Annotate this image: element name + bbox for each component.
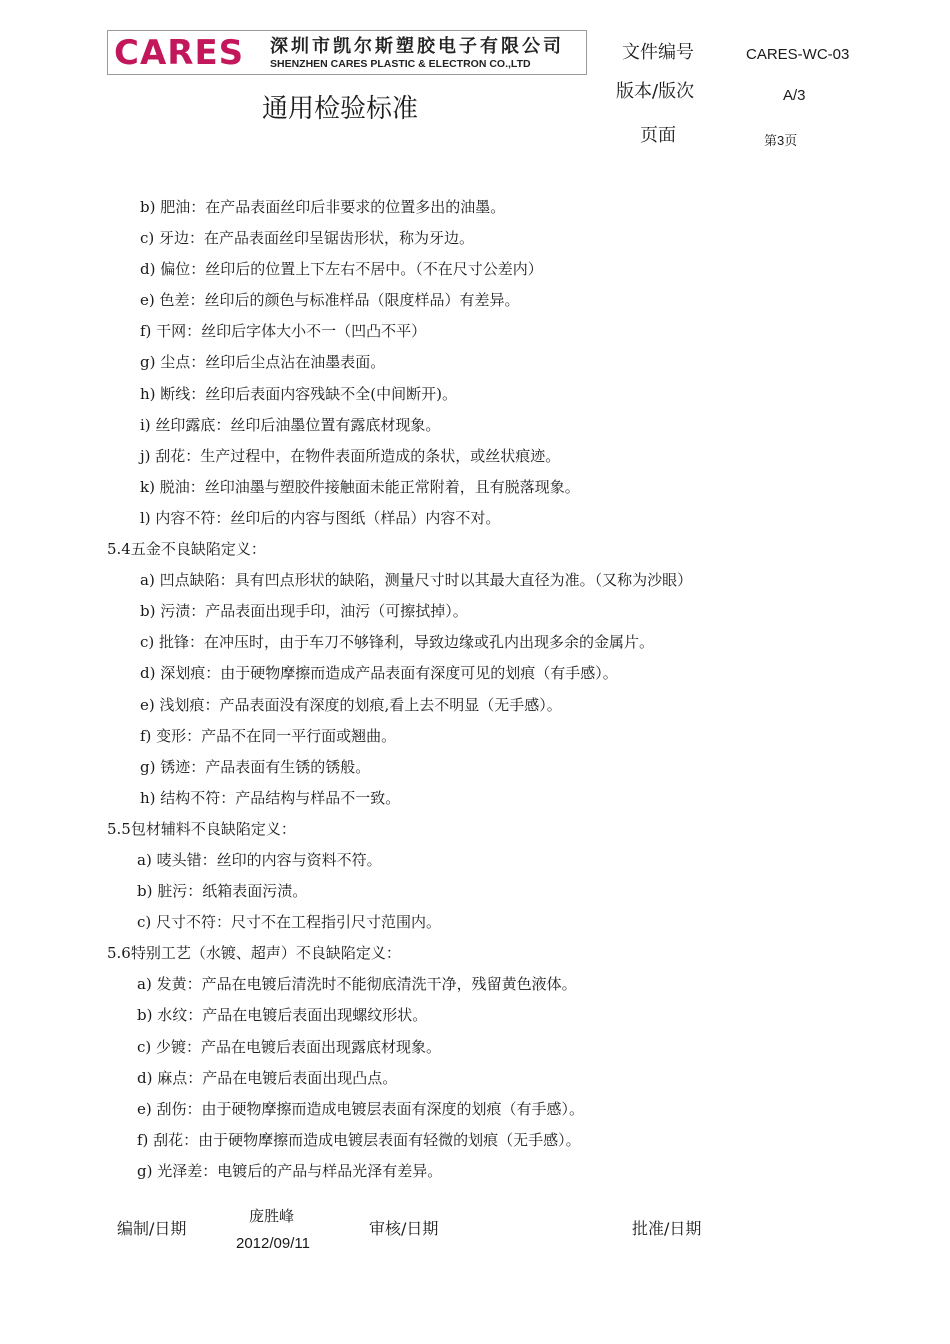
- defect-definition-item: l) 内容不符：丝印后的内容与图纸（样品）内容不对。: [140, 508, 501, 527]
- doc-number-label: 文件编号: [622, 42, 694, 63]
- version-label: 版本/版次: [616, 81, 695, 102]
- defect-definition-item: e) 色差：丝印后的颜色与标准样品（限度样品）有差异。: [140, 291, 520, 310]
- defect-definition-item: b) 污渍：产品表面出现手印，油污（可擦拭掉）。: [140, 602, 468, 621]
- logo-brand-text: CARES: [114, 33, 245, 73]
- section-heading: 5.5包材辅料不良缺陷定义：: [107, 819, 296, 838]
- defect-definition-item: h) 断线：丝印后表面内容残缺不全(中间断开)。: [140, 384, 457, 403]
- approved-date-label: 批准/日期: [632, 1219, 702, 1238]
- defect-definition-item: g) 尘点：丝印后尘点沾在油墨表面。: [140, 353, 386, 372]
- defect-definition-item: d) 麻点：产品在电镀后表面出现凸点。: [137, 1068, 398, 1087]
- defect-definition-item: f) 干网：丝印后字体大小不一（凹凸不平）: [140, 322, 427, 341]
- defect-definition-item: a) 唛头错：丝印的内容与资料不符。: [137, 850, 382, 869]
- defect-definition-item: c) 尺寸不符：尺寸不在工程指引尺寸范围内。: [137, 913, 442, 932]
- section-heading: 5.6特别工艺（水镀、超声）不良缺陷定义：: [107, 944, 401, 963]
- defect-definition-item: f) 变形：产品不在同一平行面或翘曲。: [140, 726, 397, 745]
- defect-definition-item: f) 刮花：由于硬物摩擦而造成电镀层表面有轻微的划痕（无手感）。: [137, 1130, 581, 1149]
- defect-definition-item: a) 发黄：产品在电镀后清洗时不能彻底清洗干净，残留黄色液体。: [137, 975, 577, 994]
- version-value: A/3: [783, 87, 806, 104]
- section-heading: 5.4五金不良缺陷定义：: [107, 540, 266, 559]
- defect-definition-item: b) 水纹：产品在电镀后表面出现螺纹形状。: [137, 1006, 428, 1025]
- logo-company-en: SHENZHEN CARES PLASTIC & ELECTRON CO.,LTD: [270, 58, 531, 70]
- defect-definition-item: d) 深划痕：由于硬物摩擦而造成产品表面有深度可见的划痕（有手感）。: [140, 664, 618, 683]
- logo-company-cn: 深圳市凯尔斯塑胶电子有限公司: [270, 36, 564, 57]
- defect-definition-item: k) 脱油：丝印油墨与塑胶件接触面未能正常附着，且有脱落现象。: [140, 477, 580, 496]
- defect-definition-item: d) 偏位：丝印后的位置上下左右不居中。（不在尺寸公差内）: [140, 260, 543, 279]
- defect-definition-item: c) 批锋：在冲压时，由于车刀不够锋利，导致边缘或孔内出现多余的金属片。: [140, 633, 655, 652]
- defect-definition-item: c) 少镀：产品在电镀后表面出现露底材现象。: [137, 1037, 442, 1056]
- defect-definition-item: h) 结构不符：产品结构与样品不一致。: [140, 788, 401, 807]
- doc-number-value: CARES-WC-03: [746, 46, 850, 63]
- document-title: 通用检验标准: [262, 94, 419, 124]
- prepared-date: 2012/09/11: [236, 1235, 310, 1252]
- preparer-name: 庞胜峰: [249, 1207, 295, 1225]
- defect-definition-item: j) 刮花：生产过程中，在物件表面所造成的条状，或丝状痕迹。: [140, 446, 561, 465]
- defect-definition-item: g) 光泽差：电镀后的产品与样品光泽有差异。: [137, 1161, 443, 1180]
- defect-definition-item: c) 牙边：在产品表面丝印呈锯齿形状，称为牙边。: [140, 229, 475, 248]
- company-logo: [107, 30, 587, 75]
- page-label: 页面: [640, 125, 676, 146]
- reviewed-date-label: 审核/日期: [369, 1219, 439, 1238]
- defect-definition-item: b) 脏污：纸箱表面污渍。: [137, 882, 308, 901]
- defect-definition-item: e) 浅划痕：产品表面没有深度的划痕,看上去不明显（无手感）。: [140, 695, 562, 714]
- defect-definition-item: a) 凹点缺陷：具有凹点形状的缺陷，测量尺寸时以其最大直径为准。（又称为沙眼）: [140, 571, 693, 590]
- defect-definition-item: b) 肥油：在产品表面丝印后非要求的位置多出的油墨。: [140, 198, 506, 216]
- document-body: [107, 192, 867, 1187]
- defect-definition-item: i) 丝印露底：丝印后油墨位置有露底材现象。: [140, 415, 441, 434]
- defect-definition-item: g) 锈迹：产品表面有生锈的锈般。: [140, 757, 371, 776]
- page-number: 第3页: [764, 133, 798, 148]
- defect-definition-item: e) 刮伤：由于硬物摩擦而造成电镀层表面有深度的划痕（有手感）。: [137, 1099, 585, 1118]
- prepared-date-label: 编制/日期: [117, 1219, 187, 1238]
